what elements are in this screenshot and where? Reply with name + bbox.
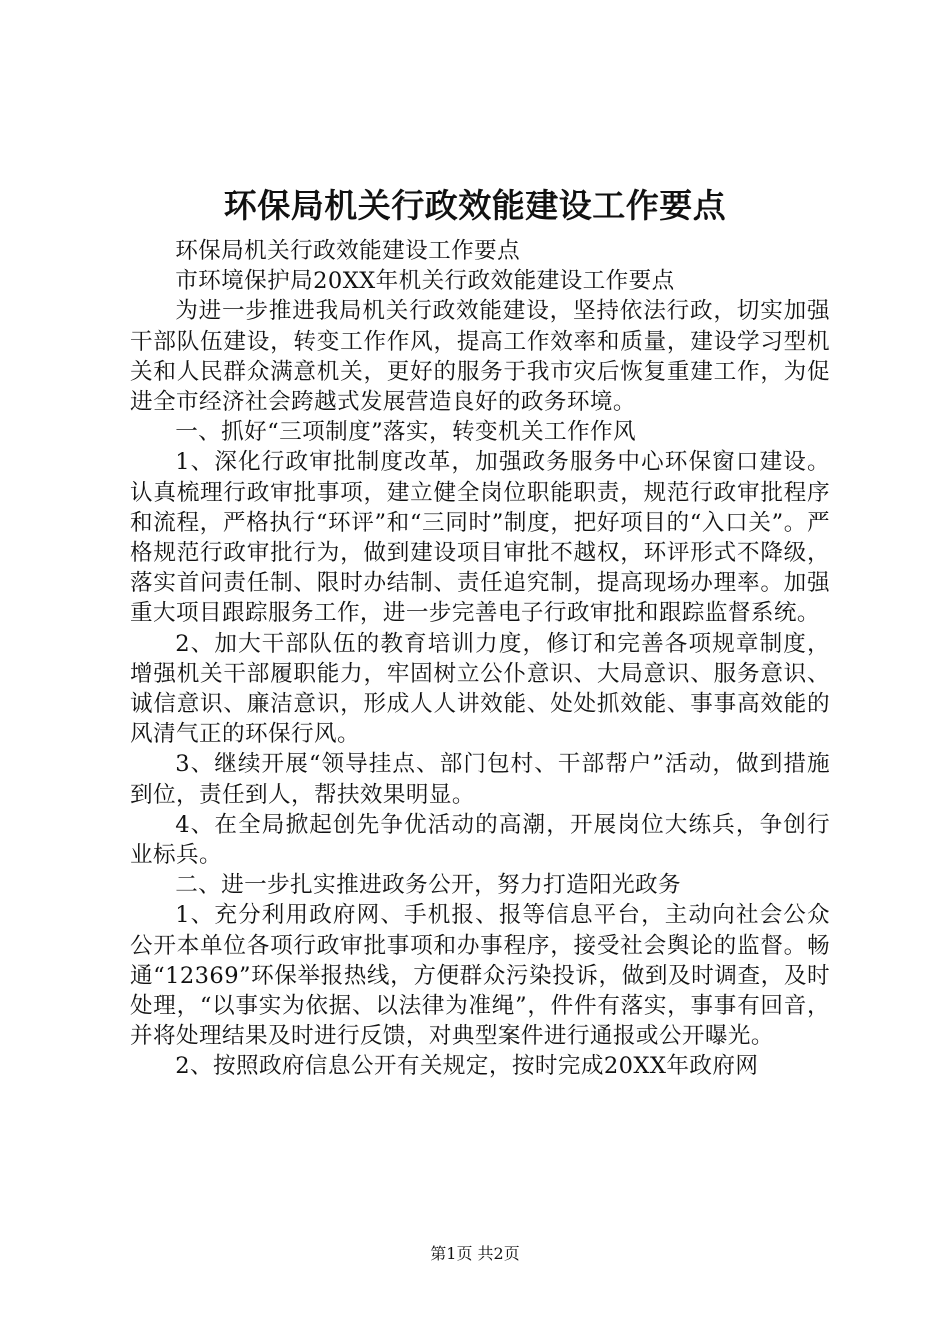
paragraph: 1、深化行政审批制度改革，加强政务服务中心环保窗口建设。认真梳理行政审批事项，建立健全岗位职能职责，规范行政审批程序和流程，严格执行“环评”和“三同时”制度，把好项目的“入口关”。严格规范行政审批行为，做到建设项目审批不越权，环评形式不降级，落实首问责任制、限时办结制、责任追究制，提高现场办理率。加强重大项目跟踪服务工作，进一步完善电子行政审批和跟踪监督系统。	[130, 449, 830, 627]
paragraph: 4、在全局掀起创先争优活动的高潮，开展岗位大练兵，争创行业标兵。	[130, 811, 830, 869]
page-footer: 第1页 共2页	[430, 1244, 520, 1263]
paragraph: 2、加大干部队伍的教育培训力度，修订和完善各项规章制度，增强机关干部履职能力，牢固树立公仆意识、大局意识、服务意识、诚信意识、廉洁意识，形成人人讲效能、处处抓效能、事事高效能的风清气正的环保行风。	[130, 630, 830, 748]
paragraph: 2、按照政府信息公开有关规定，按时完成20XX年政府网	[175, 1053, 759, 1080]
section-heading: 二、进一步扎实推进政务公开，努力打造阳光政务	[175, 872, 682, 899]
paragraph: 市环境保护局20XX年机关行政效能建设工作要点	[175, 268, 675, 295]
paragraph: 3、继续开展“领导挂点、部门包村、干部帮户”活动，做到措施到位，责任到人，帮扶效果明显。	[130, 751, 830, 808]
paragraph: 为进一步推进我局机关行政效能建设，坚持依法行政，切实加强干部队伍建设，转变工作作风，提高工作效率和质量，建设学习型机关和人民群众满意机关，更好的服务于我市灾后恢复重建工作，为促进全市经济社会跨越式发展营造良好的政务环境。	[130, 298, 830, 416]
paragraph: 1、充分利用政府网、手机报、报等信息平台，主动向社会公众公开本单位各项行政审批事项和办事程序，接受社会舆论的监督。畅通“12369”环保举报热线，方便群众污染投诉，做到及时调查，及时处理，“以事实为依据、以法律为准绳”，件件有落实，事事有回音，并将处理结果及时进行反馈，对典型案件进行通报或公开曝光。	[130, 902, 830, 1050]
document-title: 环保局机关行政效能建设工作要点	[223, 186, 727, 225]
section-heading: 一、抓好“三项制度”落实，转变机关工作作风	[175, 419, 636, 446]
paragraph: 环保局机关行政效能建设工作要点	[175, 238, 521, 264]
document-body	[130, 236, 830, 1082]
